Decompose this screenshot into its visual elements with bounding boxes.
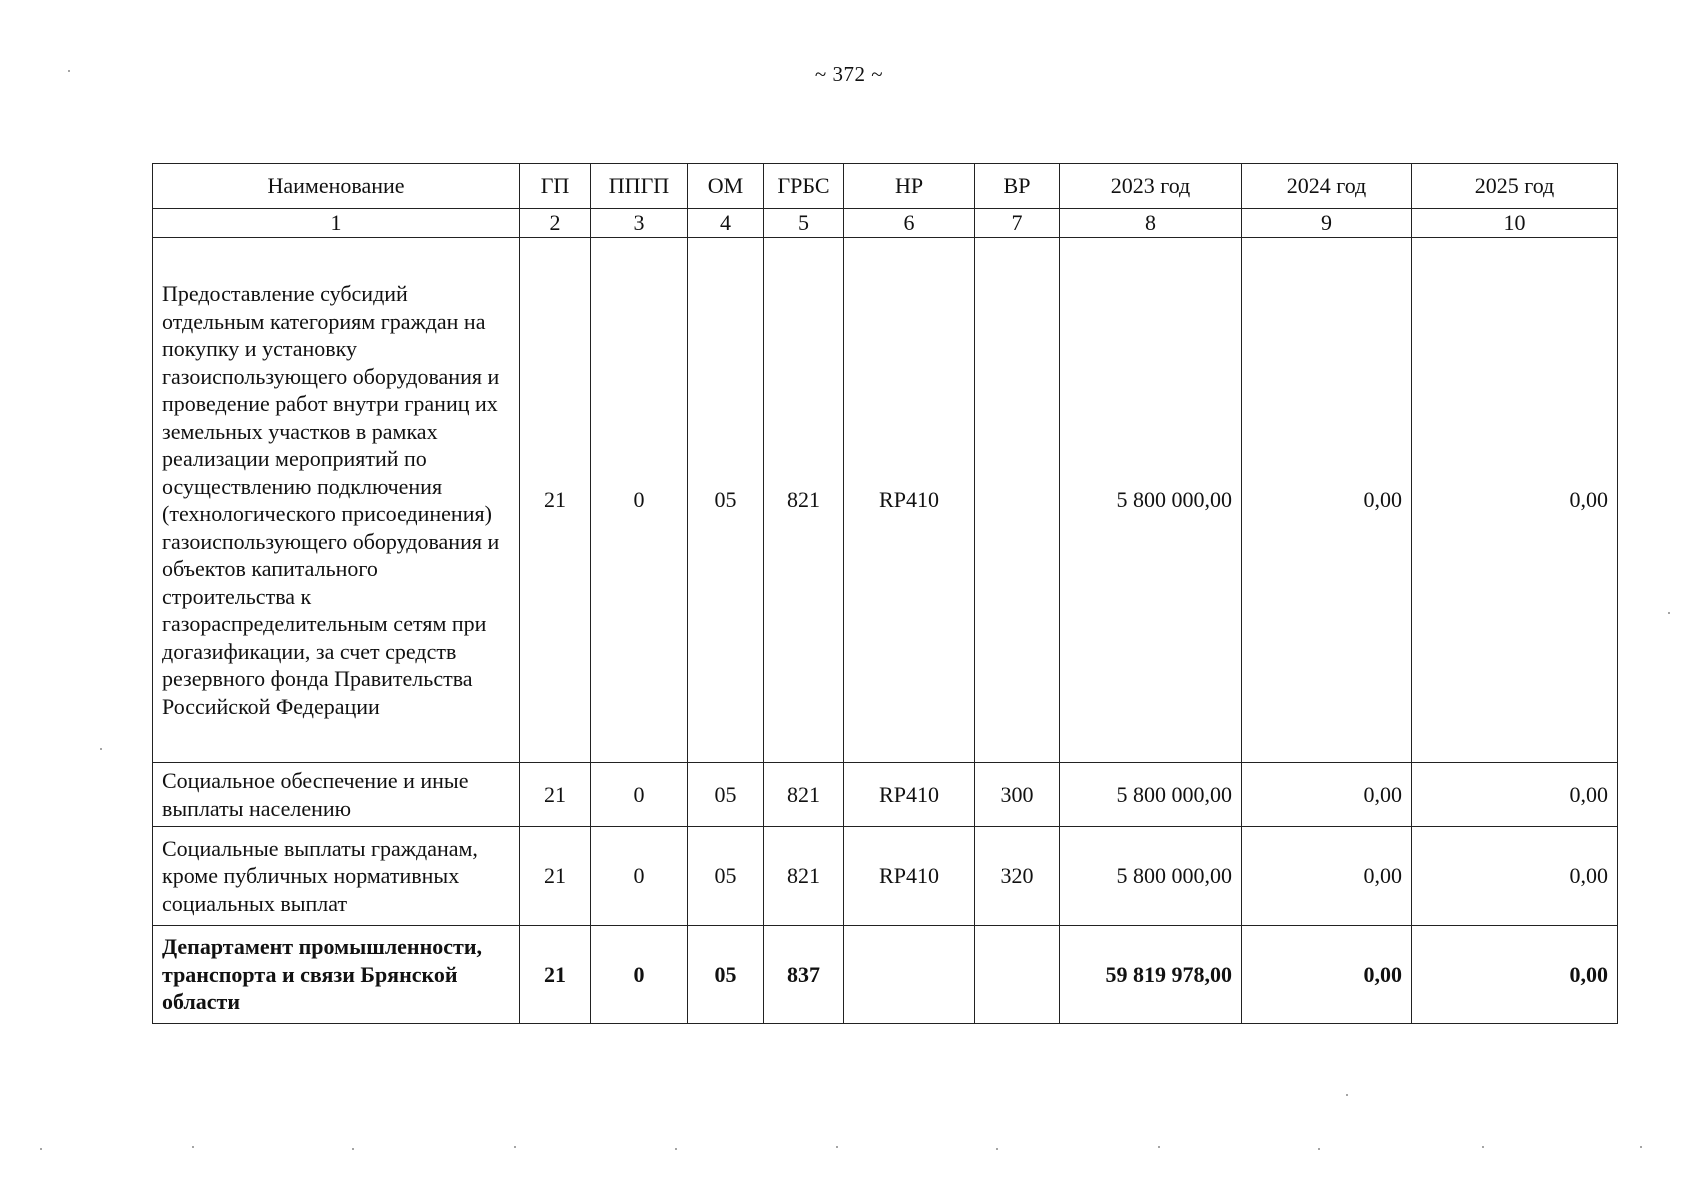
column-number: 4 [688,209,764,238]
row-name: Предоставление субсидий отдельным категориям граждан на покупку и установку газоиспользующего оборудования и проведение работ внутри границ их земельных участков в рамках реализации мероприятий по осуществлению подключения (технологического присоединения) газоиспользующего оборудования и объектов капитального строительства к газораспределительным сетям при догазификации, за счет средств резервного фонда Правительства Российской Федерации [153,238,520,763]
cell-grbs: 821 [764,763,844,827]
cell-2023: 5 800 000,00 [1060,763,1242,827]
header-om: ОМ [688,164,764,209]
cell-gp: 21 [520,926,591,1024]
cell-gp: 21 [520,827,591,926]
cell-om: 05 [688,763,764,827]
scan-speck [352,1148,354,1150]
cell-2023: 59 819 978,00 [1060,926,1242,1024]
table-row-total [153,926,1618,1024]
column-number: 10 [1412,209,1618,238]
cell-2024: 0,00 [1242,926,1412,1024]
cell-nr: RP410 [844,827,975,926]
row-name: Социальные выплаты гражданам, кроме публичных нормативных социальных выплат [153,827,520,926]
scan-speck [1318,1148,1320,1150]
column-number-row [153,209,1618,238]
header-row [153,164,1618,209]
scan-speck [514,1146,516,1148]
cell-2024: 0,00 [1242,238,1412,763]
row-name: Департамент промышленности, транспорта и связи Брянской области [153,926,520,1024]
header-2023: 2023 год [1060,164,1242,209]
cell-nr: RP410 [844,763,975,827]
column-number: 6 [844,209,975,238]
cell-vr: 320 [975,827,1060,926]
header-2024: 2024 год [1242,164,1412,209]
cell-om: 05 [688,238,764,763]
cell-2025: 0,00 [1412,238,1618,763]
table-row [153,827,1618,926]
cell-om: 05 [688,827,764,926]
cell-ppgp: 0 [591,926,688,1024]
table-row [153,238,1618,763]
header-gp: ГП [520,164,591,209]
column-number: 3 [591,209,688,238]
column-number: 7 [975,209,1060,238]
cell-2024: 0,00 [1242,763,1412,827]
page-number: ~ 372 ~ [814,62,884,86]
header-nr: НР [844,164,975,209]
cell-gp: 21 [520,763,591,827]
cell-grbs: 821 [764,238,844,763]
cell-ppgp: 0 [591,763,688,827]
scan-speck [836,1146,838,1148]
cell-nr [844,926,975,1024]
header-vr: ВР [975,164,1060,209]
column-number: 2 [520,209,591,238]
column-number: 8 [1060,209,1242,238]
cell-ppgp: 0 [591,238,688,763]
scan-speck [192,1146,194,1148]
scan-speck [1668,612,1670,614]
scan-speck [675,1148,677,1150]
header-ppgp: ППГП [591,164,688,209]
cell-grbs: 821 [764,827,844,926]
cell-vr [975,238,1060,763]
column-number: 1 [153,209,520,238]
scan-speck [1640,1146,1642,1148]
cell-2025: 0,00 [1412,763,1618,827]
cell-2023: 5 800 000,00 [1060,827,1242,926]
header-grbs: ГРБС [764,164,844,209]
scan-speck [996,1148,998,1150]
table-row [153,763,1618,827]
column-number: 9 [1242,209,1412,238]
cell-gp: 21 [520,238,591,763]
cell-2025: 0,00 [1412,827,1618,926]
cell-grbs: 837 [764,926,844,1024]
cell-2025: 0,00 [1412,926,1618,1024]
scan-speck [1482,1146,1484,1148]
cell-ppgp: 0 [591,827,688,926]
cell-om: 05 [688,926,764,1024]
cell-2024: 0,00 [1242,827,1412,926]
scan-speck [1346,1094,1348,1096]
column-number: 5 [764,209,844,238]
cell-2023: 5 800 000,00 [1060,238,1242,763]
cell-vr: 300 [975,763,1060,827]
cell-nr: RP410 [844,238,975,763]
scan-speck [40,1148,42,1150]
scan-speck [1158,1146,1160,1148]
row-name: Социальное обеспечение и иные выплаты населению [153,763,520,827]
header-name: Наименование [153,164,520,209]
budget-table [152,163,1618,1024]
cell-vr [975,926,1060,1024]
header-2025: 2025 год [1412,164,1618,209]
scan-speck [68,70,70,72]
scan-speck [100,748,102,750]
